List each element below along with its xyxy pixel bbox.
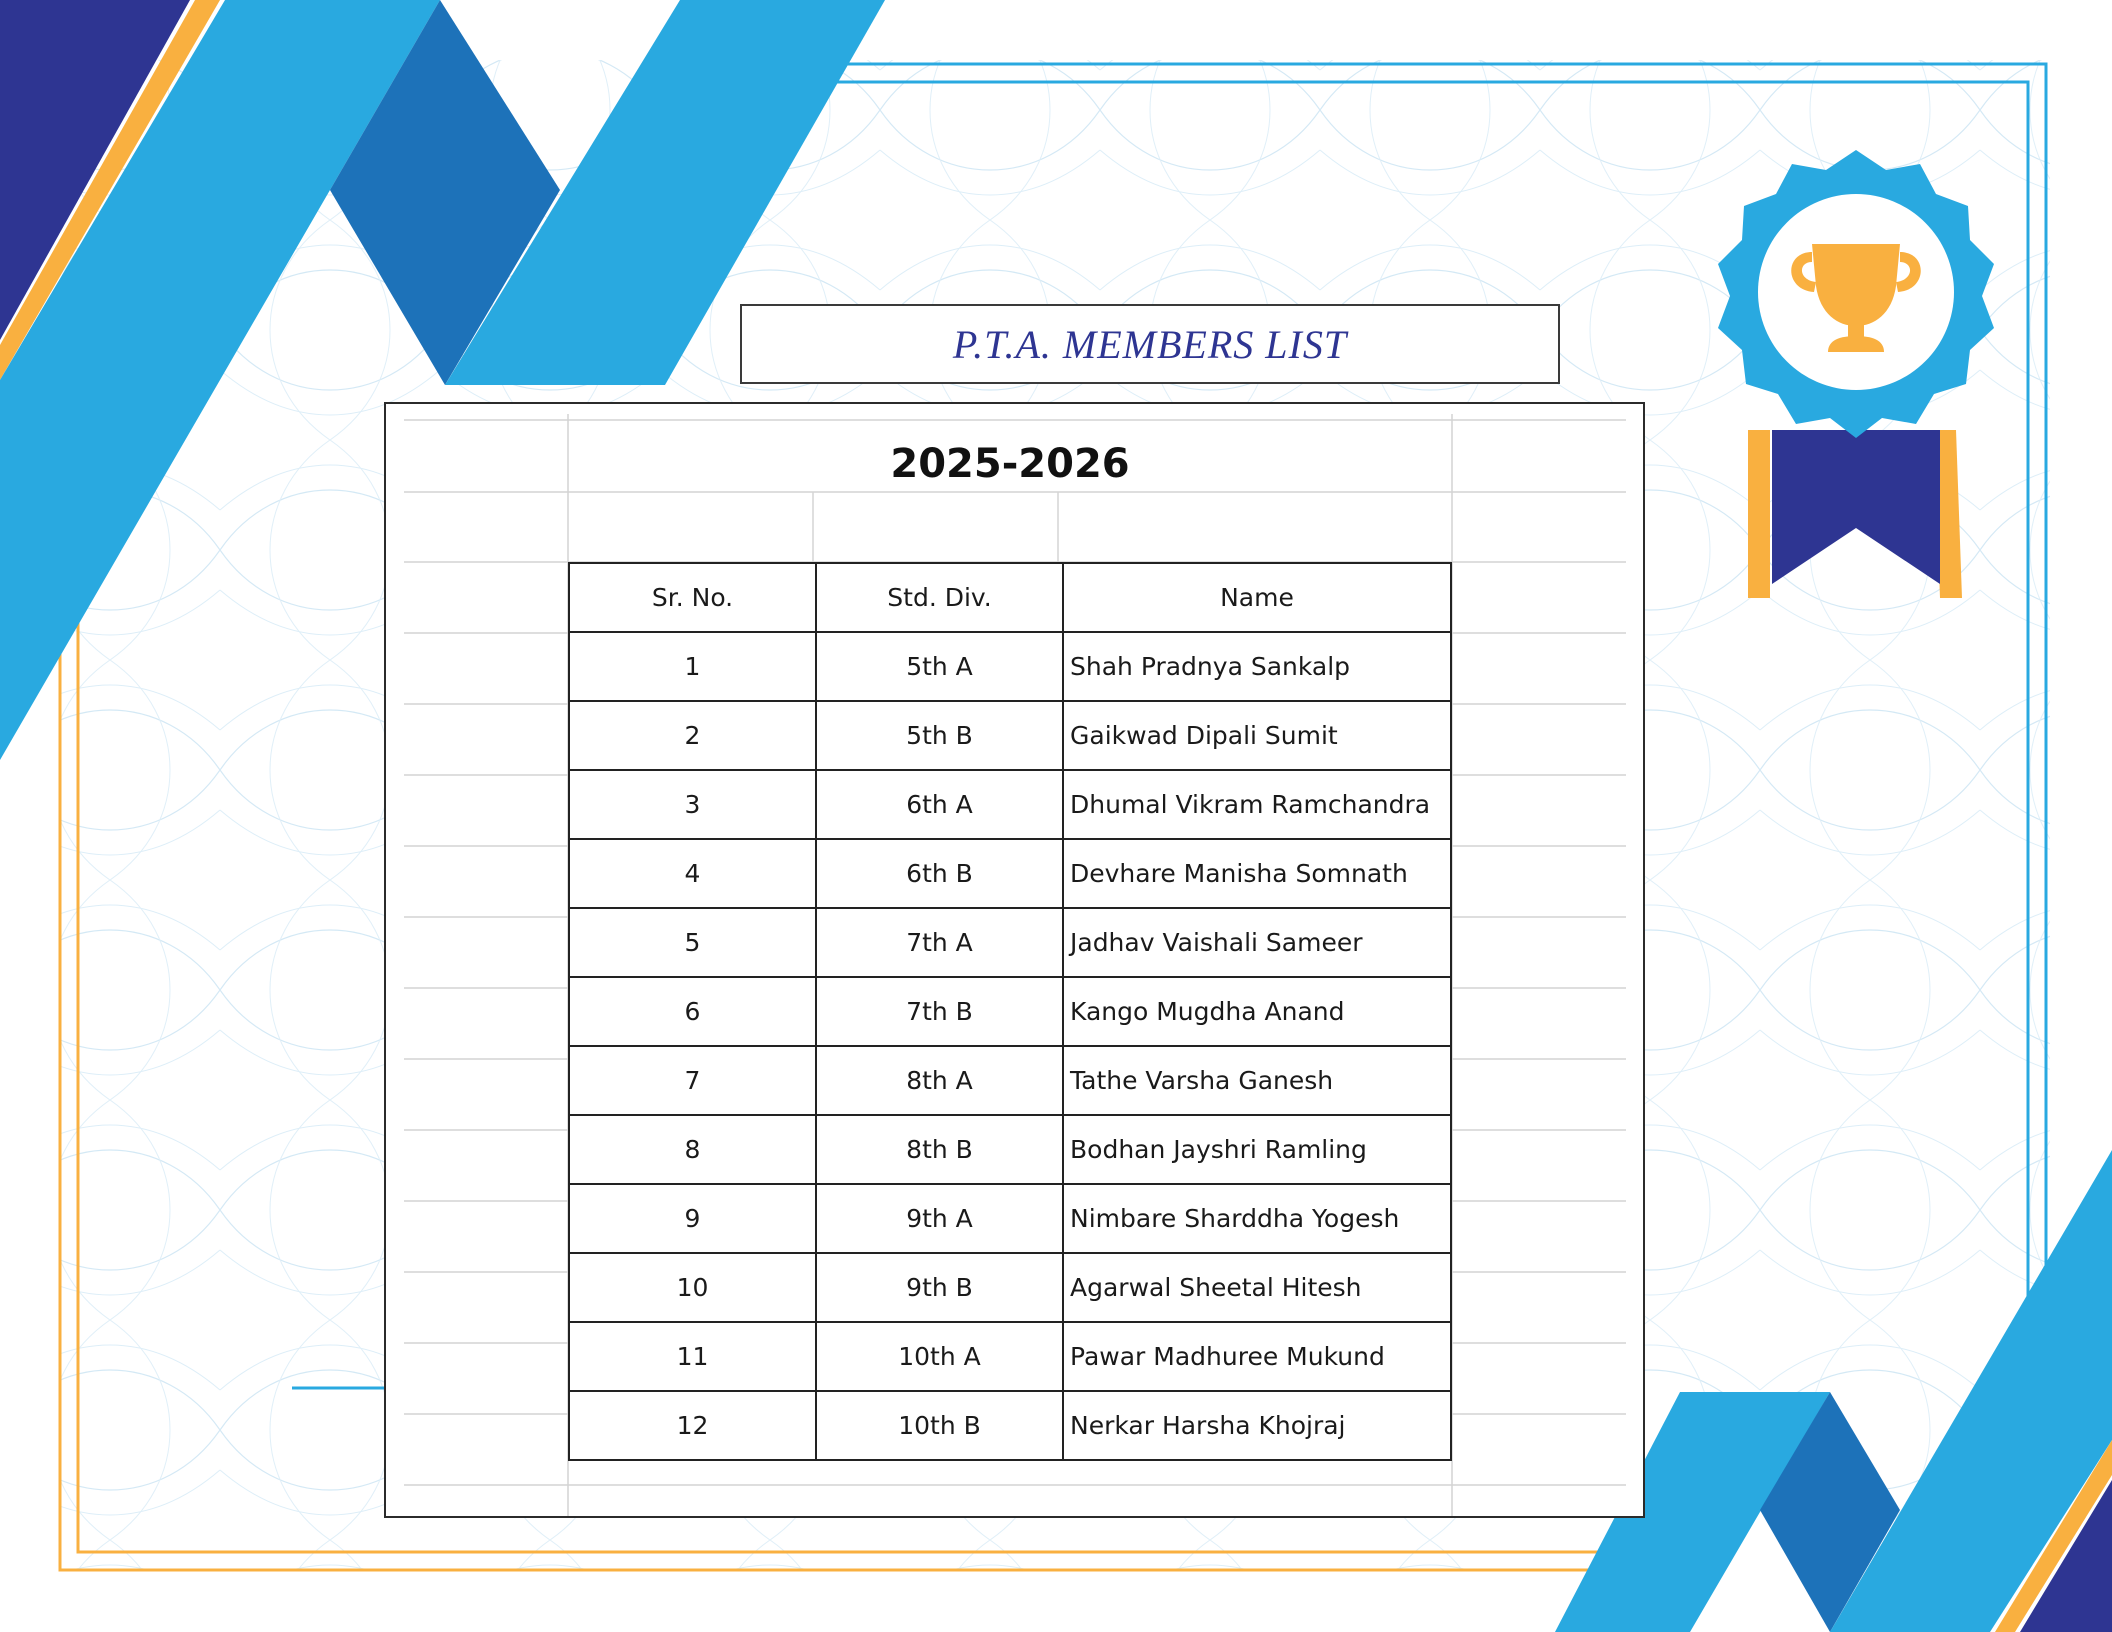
header-sr-no: Sr. No. <box>569 563 816 632</box>
cell-name: Bodhan Jayshri Ramling <box>1063 1115 1451 1184</box>
table-row <box>569 1184 1451 1253</box>
table-row <box>569 770 1451 839</box>
cell-sr-no: 1 <box>569 632 816 701</box>
table-row <box>569 1391 1451 1460</box>
header-name: Name <box>1063 563 1451 632</box>
cell-std-div: 5th A <box>816 632 1063 701</box>
cell-name: Dhumal Vikram Ramchandra <box>1063 770 1451 839</box>
cell-name: Kango Mugdha Anand <box>1063 977 1451 1046</box>
cell-sr-no: 12 <box>569 1391 816 1460</box>
cell-std-div: 6th B <box>816 839 1063 908</box>
table-row <box>569 908 1451 977</box>
cell-name: Jadhav Vaishali Sameer <box>1063 908 1451 977</box>
table-row <box>569 632 1451 701</box>
cell-std-div: 7th B <box>816 977 1063 1046</box>
cell-name: Gaikwad Dipali Sumit <box>1063 701 1451 770</box>
cell-sr-no: 8 <box>569 1115 816 1184</box>
table-row <box>569 1115 1451 1184</box>
page-title: P.T.A. MEMBERS LIST <box>952 321 1348 367</box>
table-row <box>569 1046 1451 1115</box>
cell-sr-no: 7 <box>569 1046 816 1115</box>
header-std-div: Std. Div. <box>816 563 1063 632</box>
table-row <box>569 977 1451 1046</box>
cell-std-div: 8th B <box>816 1115 1063 1184</box>
table-header-row <box>569 563 1451 632</box>
cell-name: Devhare Manisha Somnath <box>1063 839 1451 908</box>
title-box <box>740 304 1560 384</box>
cell-name: Nerkar Harsha Khojraj <box>1063 1391 1451 1460</box>
cell-std-div: 9th A <box>816 1184 1063 1253</box>
cell-sr-no: 10 <box>569 1253 816 1322</box>
cell-sr-no: 2 <box>569 701 816 770</box>
cell-std-div: 7th A <box>816 908 1063 977</box>
cell-sr-no: 3 <box>569 770 816 839</box>
cell-sr-no: 6 <box>569 977 816 1046</box>
table-row <box>569 839 1451 908</box>
cell-sr-no: 4 <box>569 839 816 908</box>
cell-std-div: 8th A <box>816 1046 1063 1115</box>
cell-std-div: 5th B <box>816 701 1063 770</box>
cell-name: Shah Pradnya Sankalp <box>1063 632 1451 701</box>
cell-sr-no: 11 <box>569 1322 816 1391</box>
cell-std-div: 6th A <box>816 770 1063 839</box>
cell-std-div: 9th B <box>816 1253 1063 1322</box>
cell-name: Pawar Madhuree Mukund <box>1063 1322 1451 1391</box>
table-row <box>569 1253 1451 1322</box>
members-table <box>568 562 1452 1461</box>
academic-year: 2025-2026 <box>890 441 1130 487</box>
cell-sr-no: 9 <box>569 1184 816 1253</box>
table-row <box>569 1322 1451 1391</box>
members-sheet <box>384 402 1645 1518</box>
cell-name: Tathe Varsha Ganesh <box>1063 1046 1451 1115</box>
cell-sr-no: 5 <box>569 908 816 977</box>
cell-name: Nimbare Sharddha Yogesh <box>1063 1184 1451 1253</box>
cell-std-div: 10th A <box>816 1322 1063 1391</box>
cell-name: Agarwal Sheetal Hitesh <box>1063 1253 1451 1322</box>
table-row <box>569 701 1451 770</box>
cell-std-div: 10th B <box>816 1391 1063 1460</box>
